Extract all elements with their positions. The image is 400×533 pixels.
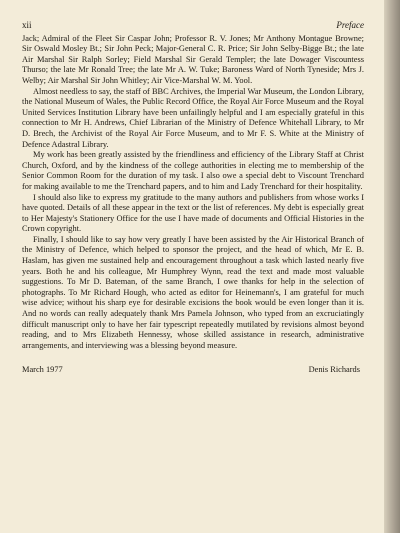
page-content <box>22 20 364 376</box>
paragraph-continued: Jack; Admiral of the Fleet Sir Caspar John; Professor R. V. Jones; Mr Anthony Montague Browne; Sir Oswald Mosley Bt.; Sir John Peck; Major-General C. R. Price; Sir John Selby-Bigge Bt.; the late Air Marshal Sir Ralph Sorley; Field Marshal Sir Gerald Templer; the late Dowager Viscountess Thurso; the late Mr Ronald Tree; the late Mr A. W. Tuke; Baroness Ward of North Tyneside; Mrs J. Welby; Air Marshal Sir John Whitley; Air Vice-Marshal W. M. Yool. <box>22 33 364 85</box>
paragraph-finally: Finally, I should like to say how very greatly I have been assisted by the Air Historical Branch of the Ministry of Defence, which helped to sponsor the project, and the head of which, Mr E. B. Haslam, has given me sustained help and encouragement throughout a task which lasted nearly five years. Both he and his colleague, Mr Humphrey Wynn, read the text and made most valuable suggestions. To Mr D. Bateman, of the same Branch, I owe thanks for help in the selection of photographs. To Mr Richard Hough, who acted as editor for Heinemann's, I am grateful for much wise advice; without his sharp eye for desirable excisions the book would be even longer than it is. And no words can really adequately thank Mrs Pamela Johnson, who typed from an excruciatingly difficult manuscript only to have her fair typescript repeatedly mutilated by revisions almost beyond reading, and to Mrs Elizabeth Hennessy, whose skilled assistance in research, administrative arrangements, and interviewing was a blessing beyond measure. <box>22 234 364 350</box>
signature-line <box>22 365 364 376</box>
paragraph-archives: Almost needless to say, the staff of BBC Archives, the Imperial War Museum, the London Library, the National Museum of Wales, the Public Record Office, the Royal Air Force Museum and the Royal United Services Institution Library have been unfailingly helpful and I am especially grateful in this connection to Mr H. Andrews, Chief Librarian of the Ministry of Defence Whitehall Library, to Mr D. Brech, the Archivist of the Royal Air Force Museum, and to Mr F. S. White at the Ministry of Defence Adastral Library. <box>22 86 364 149</box>
page-edge-shadow <box>384 0 400 533</box>
paragraph-christ-church: My work has been greatly assisted by the friendliness and efficiency of the Library Staff at Christ Church, Oxford, and by the kindness of the college authorities in electing me to membership of the Senior Common Room for the duration of my task. I also owe a special debt to Viscount Trenchard for making available to me the Trenchard papers, and to him and Lady Trenchard for their hospitality. <box>22 150 364 191</box>
signature-author: Denis Richards <box>308 365 360 375</box>
paragraph-authors: I should also like to express my gratitude to the many authors and publishers from whose works I have quoted. Details of all these appear in the text or the list of references. My debt is especially great to Her Majesty's Stationery Office for the use I have made of documents and Official Histories in the Crown copyright. <box>22 192 364 234</box>
running-header <box>22 20 364 31</box>
section-title: Preface <box>336 20 364 30</box>
signature-date: March 1977 <box>22 365 63 375</box>
page-number: xii <box>22 20 32 30</box>
